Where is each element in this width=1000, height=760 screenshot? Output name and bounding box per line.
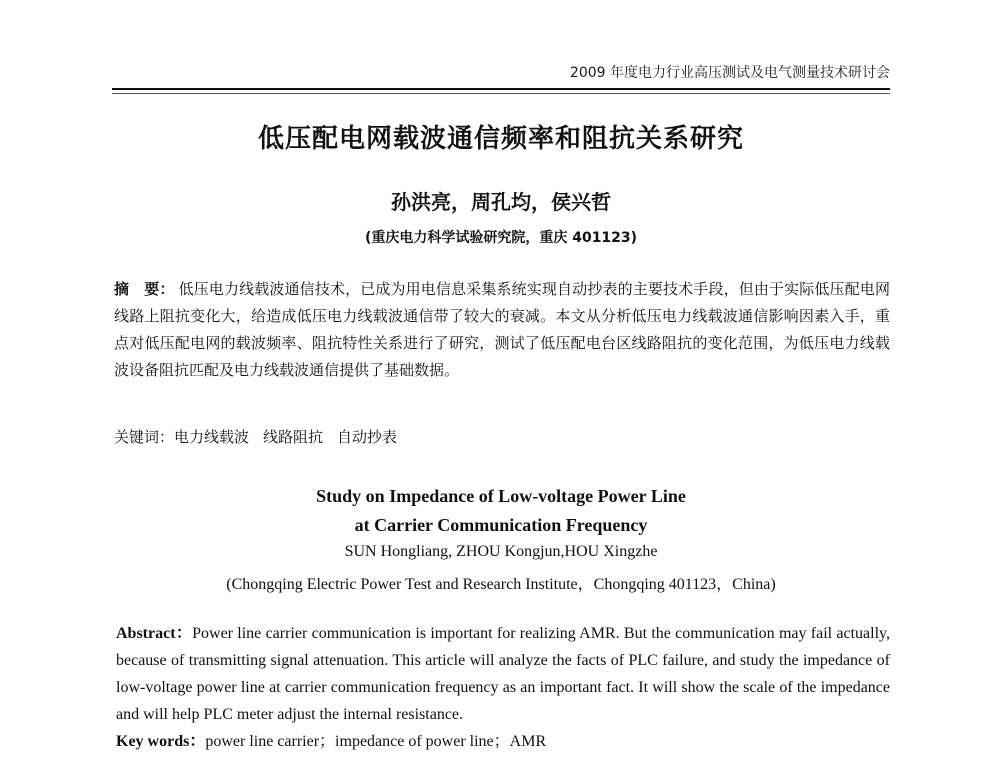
chinese-abstract [114, 276, 890, 384]
chinese-keyword: 自动抄表 [337, 428, 398, 446]
chinese-title: 低压配电网载波通信频率和阻抗关系研究 [257, 124, 744, 154]
english-keywords-label: Key words： [116, 733, 206, 750]
chinese-keywords-label: 关键词： [114, 428, 175, 446]
english-title-line-2: at Carrier Communication Frequency [354, 515, 648, 535]
header-rule-thin [112, 93, 890, 94]
chinese-abstract-label: 摘 要： [114, 280, 175, 298]
english-affiliation: (Chongqing Electric Power Test and Research Institute，Chongqing 401123，China) [226, 576, 776, 593]
english-authors: SUN Hongliang, ZHOU Kongjun,HOU Xingzhe [344, 543, 658, 560]
running-header: 2009 年度电力行业高压测试及电气测量技术研讨会 [569, 65, 890, 81]
chinese-abstract-text: 低压电力线载波通信技术，已成为用电信息采集系统实现自动抄表的主要技术手段，但由于实际低压配电网线路上阻抗变化大，给造成低压电力线载波通信带了较大的衰减。本文从分析低压电力线载波通信影响因素入手，重点对低压配电网的载波频率、阻抗特性关系进行了研究，测试了低压配电台区线路阻抗的变化范围，为低压电力线载波设备阻抗匹配及电力线载波通信提供了基础数据。 [114, 280, 890, 379]
english-abstract-label: Abstract： [116, 625, 193, 642]
header-rule [112, 88, 890, 90]
english-abstract-text: Power line carrier communication is important for realizing AMR. But the communication may fail actually, because of transmitting signal attenuation. This article will analyze the facts of PLC failure, and study the impedance of low-voltage power line at carrier communication frequency as an important fact. It will show the scale of the impedance and will help PLC meter adjust the internal resistance. [116, 625, 890, 723]
chinese-keyword: 电力线载波 [174, 428, 250, 446]
english-title [112, 482, 890, 540]
english-abstract [116, 620, 890, 728]
chinese-keywords [114, 426, 890, 447]
chinese-keyword: 线路阻抗 [263, 428, 324, 446]
english-title-line-1: Study on Impedance of Low-voltage Power Line [316, 486, 686, 506]
chinese-affiliation: (重庆电力科学试验研究院，重庆 401123) [364, 230, 638, 246]
english-keywords-text: power line carrier；impedance of power line；AMR [205, 733, 547, 750]
chinese-authors: 孙洪亮，周孔均，侯兴哲 [391, 190, 611, 214]
english-keywords [116, 728, 890, 751]
